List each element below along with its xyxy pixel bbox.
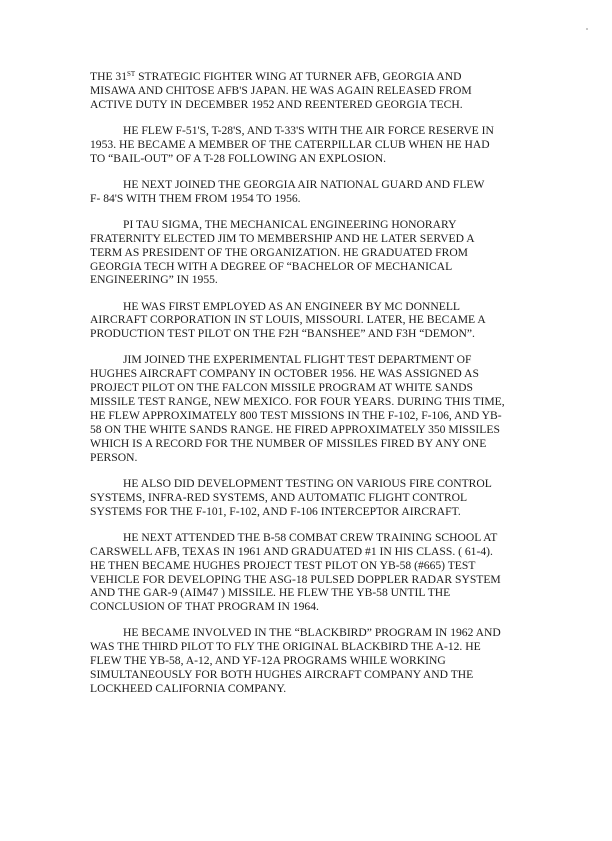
text-line: ENGINEERING” IN 1955. xyxy=(90,273,218,287)
text-line: CONCLUSION OF THAT PROGRAM IN 1964. xyxy=(90,600,319,614)
text-line: HUGHES AIRCRAFT COMPANY IN OCTOBER 1956. HE WAS ASSIGNED AS xyxy=(90,367,479,381)
text-line: MISSILE TEST RANGE, NEW MEXICO. FOR FOUR YEARS. DURING THIS TIME, xyxy=(90,395,505,409)
text-line: SYSTEMS, INFRA-RED SYSTEMS, AND AUTOMATIC FLIGHT CONTROL xyxy=(90,490,468,504)
text-line: WHICH IS A RECORD FOR THE NUMBER OF MISSILES FIRED BY ANY ONE xyxy=(90,436,487,450)
text-line xyxy=(90,70,530,84)
paragraph-9 xyxy=(90,626,530,696)
paragraph-3 xyxy=(90,178,530,206)
text-line: AND THE GAR-9 (AIM47 ) MISSILE. HE FLEW THE YB-58 UNTIL THE xyxy=(90,586,451,600)
text-line: F- 84'S WITH THEM FROM 1954 TO 1956. xyxy=(90,191,301,205)
text-line: PRODUCTION TEST PILOT ON THE F2H “BANSHEE” AND F3H “DEMON”. xyxy=(90,327,475,341)
text-line: PROJECT PILOT ON THE FALCON MISSILE PROGRAM AT WHITE SANDS xyxy=(90,381,473,395)
paragraph-7 xyxy=(90,477,530,519)
text-line: FLEW THE YB-58, A-12, AND YF-12A PROGRAMS WHILE WORKING xyxy=(90,654,446,668)
text-line: CARSWELL AFB, TEXAS IN 1961 AND GRADUATED #1 IN HIS CLASS. ( 61-4). xyxy=(90,544,493,558)
text-line: HE BECAME INVOLVED IN THE “BLACKBIRD” PROGRAM IN 1962 AND xyxy=(123,626,501,640)
paragraph-8 xyxy=(90,531,530,614)
text-line: 58 ON THE WHITE SANDS RANGE. HE FIRED APPROXIMATELY 350 MISSILES xyxy=(90,422,500,436)
text-segment: STRATEGIC FIGHTER WING AT TURNER AFB, GEORGIA AND xyxy=(135,70,462,83)
text-line: SIMULTANEOUSLY FOR BOTH HUGHES AIRCRAFT COMPANY AND THE xyxy=(90,668,474,682)
text-line: GEORGIA TECH WITH A DEGREE OF “BACHELOR OF MECHANICAL xyxy=(90,259,453,273)
text-line: AIRCRAFT CORPORATION IN ST LOUIS, MISSOURI. LATER, HE BECAME A xyxy=(90,313,486,327)
text-line: HE WAS FIRST EMPLOYED AS AN ENGINEER BY MC DONNELL xyxy=(123,299,460,313)
text-line: HE FLEW APPROXIMATELY 800 TEST MISSIONS IN THE F-102, F-106, AND YB- xyxy=(90,409,502,423)
text-line: PERSON. xyxy=(90,450,138,464)
text-line: HE FLEW F-51'S, T-28'S, AND T-33'S WITH THE AIR FORCE RESERVE IN xyxy=(123,123,494,137)
paragraph-6 xyxy=(90,353,530,464)
text-line: VEHICLE FOR DEVELOPING THE ASG-18 PULSED DOPPLER RADAR SYSTEM xyxy=(90,572,501,586)
text-line: HE THEN BECAME HUGHES PROJECT TEST PILOT ON YB-58 (#665) TEST xyxy=(90,558,476,572)
text-line: PI TAU SIGMA, THE MECHANICAL ENGINEERING HONORARY xyxy=(123,217,457,231)
text-line: FRATERNITY ELECTED JIM TO MEMBERSHIP AND HE LATER SERVED A xyxy=(90,231,475,245)
text-segment: THE 31 xyxy=(90,70,128,83)
text-line: ACTIVE DUTY IN DECEMBER 1952 AND REENTERED GEORGIA TECH. xyxy=(90,97,463,111)
text-line: JIM JOINED THE EXPERIMENTAL FLIGHT TEST DEPARTMENT OF xyxy=(123,353,472,367)
text-line: HE ALSO DID DEVELOPMENT TESTING ON VARIOUS FIRE CONTROL xyxy=(123,476,492,490)
ordinal-superscript: ST xyxy=(127,70,136,78)
text-line: MISAWA AND CHITOSE AFB'S JAPAN. HE WAS AGAIN RELEASED FROM xyxy=(90,83,472,97)
paragraph-4 xyxy=(90,218,530,288)
text-line: SYSTEMS FOR THE F-101, F-102, AND F-106 INTERCEPTOR AIRCRAFT. xyxy=(90,504,461,518)
text-line: TERM AS PRESIDENT OF THE ORGANIZATION. HE GRADUATED FROM xyxy=(90,245,468,259)
paragraph-2 xyxy=(90,124,530,166)
text-line: WAS THE THIRD PILOT TO FLY THE ORIGINAL BLACKBIRD THE A-12. HE xyxy=(90,640,481,654)
text-line: LOCKHEED CALIFORNIA COMPANY. xyxy=(90,682,287,696)
paragraph-5 xyxy=(90,300,530,342)
text-line: TO “BAIL-OUT” OF A T-28 FOLLOWING AN EXPLOSION. xyxy=(90,151,387,165)
text-line: HE NEXT JOINED THE GEORGIA AIR NATIONAL GUARD AND FLEW xyxy=(123,177,485,191)
paragraph-1 xyxy=(90,70,530,112)
text-line: HE NEXT ATTENDED THE B-58 COMBAT CREW TRAINING SCHOOL AT xyxy=(123,530,498,544)
text-line: 1953. HE BECAME A MEMBER OF THE CATERPILLAR CLUB WHEN HE HAD xyxy=(90,137,490,151)
document-body xyxy=(90,70,530,708)
scan-speck xyxy=(586,28,588,30)
